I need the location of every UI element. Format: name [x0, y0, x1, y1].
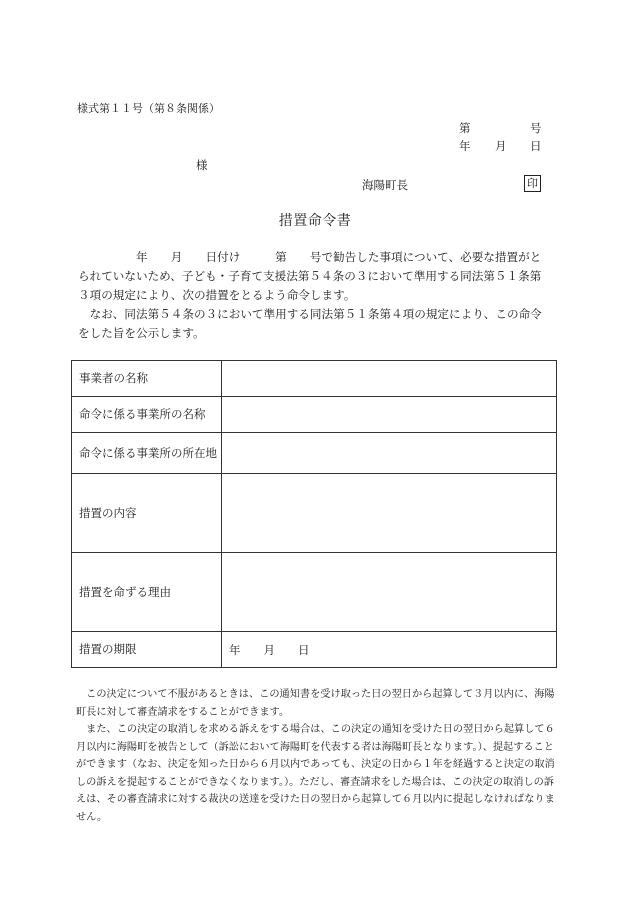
row-value — [222, 474, 557, 553]
seal-mark: 印 — [524, 175, 541, 192]
row-value — [222, 433, 557, 474]
row-value — [222, 397, 557, 433]
issuer: 海陽町長 — [362, 178, 408, 192]
form-number: 様式第１１号（第８条関係） — [77, 102, 220, 115]
order-details-table — [71, 360, 557, 668]
table-row — [72, 361, 557, 397]
document-number-prefix: 第 — [459, 121, 471, 135]
row-label: 措置の期限 — [72, 632, 222, 668]
notice-line: 月以内に海陽町を被告として（訴訟において海陽町を代表する者は海陽町長となります。）、提起すること — [76, 741, 554, 753]
row-label: 措置を命ずる理由 — [72, 553, 222, 632]
row-value — [222, 553, 557, 632]
row-label: 措置の内容 — [72, 474, 222, 553]
table-row — [72, 632, 557, 668]
body-line: なお、同法第５４条の３において準用する同法第５１条第４項の規定により、この命令 — [78, 307, 542, 321]
deadline-date: 年 月 日 — [222, 632, 557, 668]
body-line: をした旨を公示します。 — [78, 326, 205, 340]
row-label: 命令に係る事業所の所在地 — [72, 433, 222, 474]
date-day: 日 — [530, 139, 542, 153]
body-paragraph-2 — [78, 305, 556, 343]
table-row — [72, 397, 557, 433]
row-label: 事業者の名称 — [72, 361, 222, 397]
row-label: 命令に係る事業所の名称 — [72, 397, 222, 433]
date-month: 月 — [495, 139, 507, 153]
notice-line: また、この決定の取消しを求める訴えをする場合は、この決定の通知を受けた日の翌日から起算して６ — [76, 724, 555, 735]
body-paragraph-1 — [78, 248, 556, 305]
body-line: 年 月 日付け 第 号で勧告した事項について、必要な措置がと — [78, 250, 542, 264]
date-year: 年 — [459, 139, 471, 153]
body-line: られていないため、子ども・子育て支援法第５４条の３において準用する同法第５１条第 — [78, 269, 542, 283]
notice-line: ができます（なお、決定を知った日から６月以内であっても、決定の日から１年を経過すると決定の取消 — [76, 759, 555, 770]
notice-line: 町長に対して審査請求をすることができます。 — [76, 706, 290, 718]
table-row — [72, 474, 557, 553]
table-row — [72, 433, 557, 474]
appeal-notice — [76, 686, 558, 826]
table-row — [72, 553, 557, 632]
addressee: 様 — [196, 158, 208, 172]
body-line: ３項の規定により、次の措置をとるよう命令します。 — [78, 288, 356, 302]
notice-line: せん。 — [76, 811, 108, 823]
notice-line: えは、その審査請求に対する裁決の送達を受けた日の翌日から起算して６月以内に提起しなければなりま — [76, 794, 555, 805]
notice-line: この決定について不服があるときは、この通知書を受け取った日の翌日から起算して３月以内に、海陽 — [76, 689, 555, 700]
document-number-suffix: 号 — [530, 121, 542, 135]
document-title: 措置命令書 — [278, 213, 352, 229]
row-value — [222, 361, 557, 397]
notice-line: しの訴えを提起することができなくなります。）。ただし、審査請求をした場合は、この決定の取消しの訴 — [76, 776, 554, 788]
